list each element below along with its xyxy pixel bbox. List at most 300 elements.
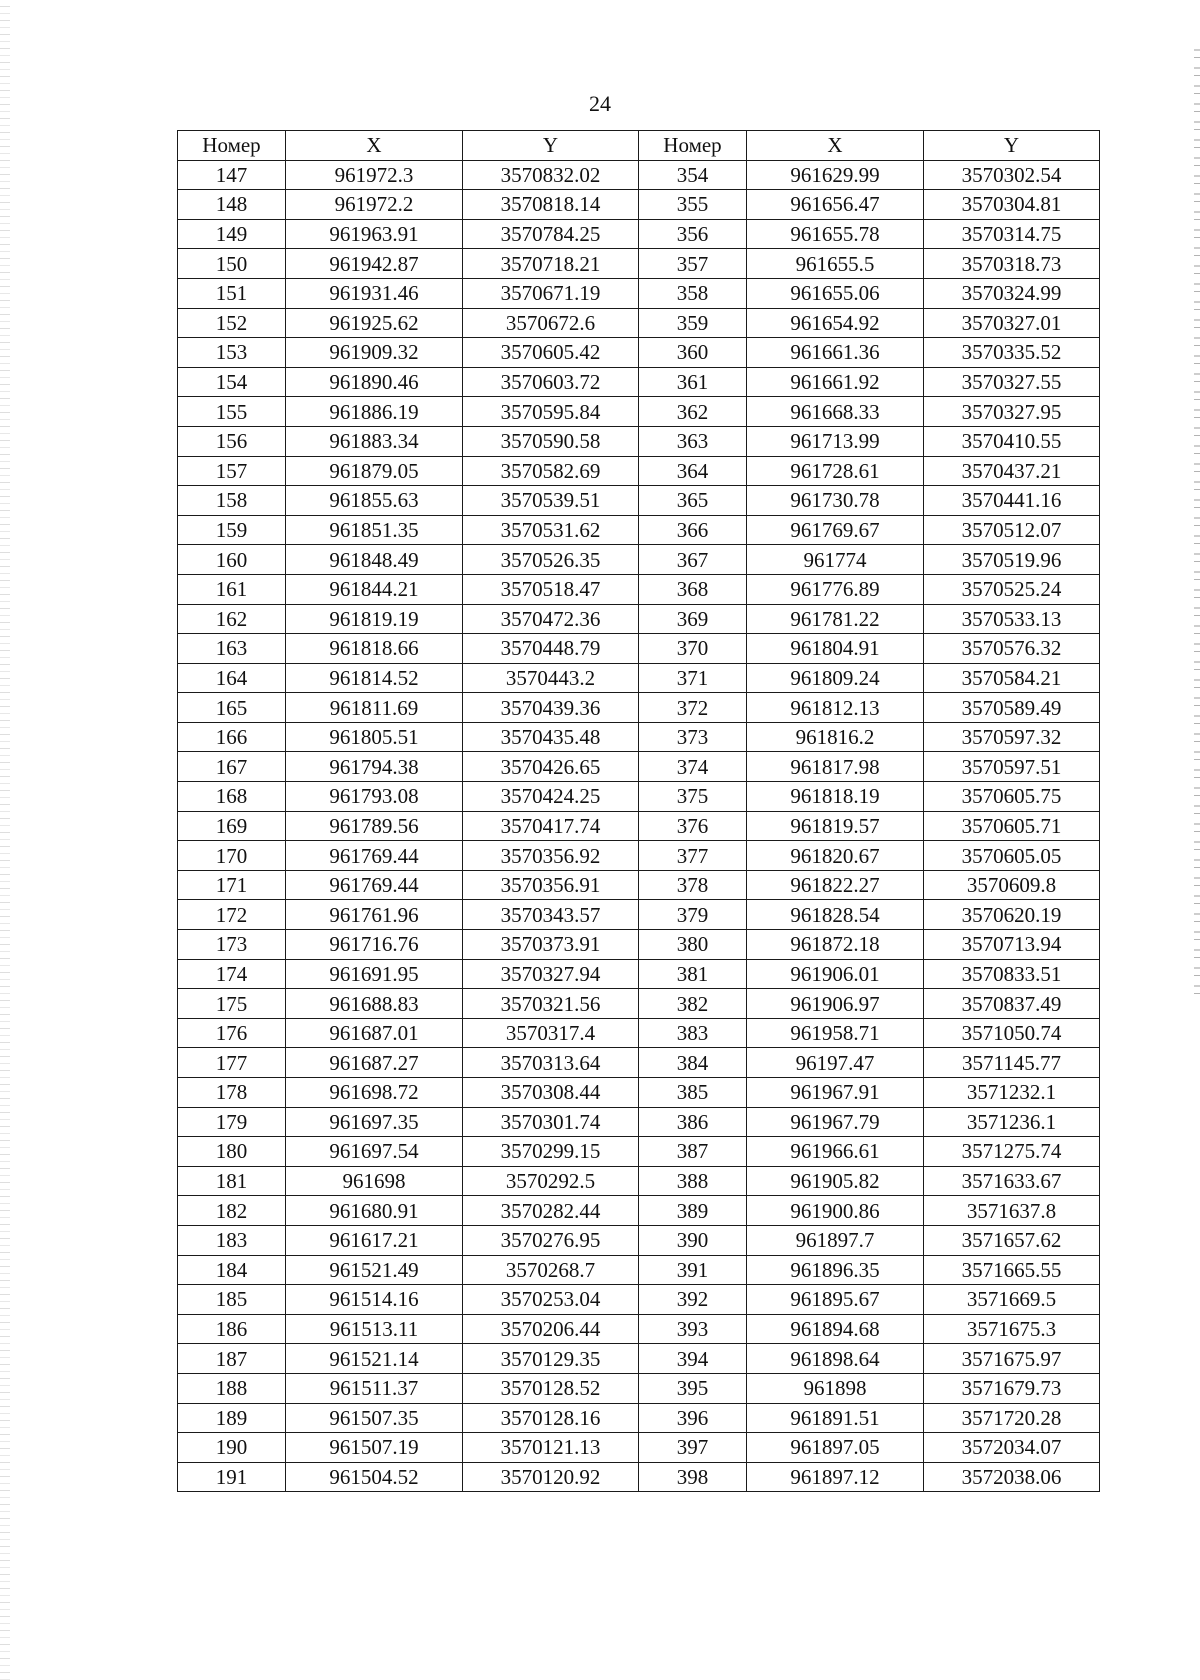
table-row	[178, 989, 1100, 1019]
cell-number: 161	[178, 574, 286, 604]
cell-y: 3570531.62	[463, 515, 639, 545]
cell-number: 149	[178, 219, 286, 249]
cell-y: 3570526.35	[463, 545, 639, 575]
cell-x: 961513.11	[286, 1314, 463, 1344]
table-row	[178, 1255, 1100, 1285]
cell-number: 171	[178, 870, 286, 900]
cell-x: 961521.14	[286, 1344, 463, 1374]
cell-x: 961812.13	[747, 693, 924, 723]
cell-x: 961511.37	[286, 1373, 463, 1403]
cell-x: 961851.35	[286, 515, 463, 545]
cell-y: 3571720.28	[924, 1403, 1100, 1433]
cell-y: 3572038.06	[924, 1462, 1100, 1492]
cell-y: 3570268.7	[463, 1255, 639, 1285]
table-row	[178, 397, 1100, 427]
cell-x: 961925.62	[286, 308, 463, 338]
cell-x: 961967.91	[747, 1078, 924, 1108]
cell-x: 961687.27	[286, 1048, 463, 1078]
cell-y: 3572034.07	[924, 1433, 1100, 1463]
cell-y: 3570718.21	[463, 249, 639, 279]
cell-y: 3570327.94	[463, 959, 639, 989]
cell-number: 387	[639, 1137, 747, 1167]
table-row	[178, 160, 1100, 190]
cell-y: 3570292.5	[463, 1166, 639, 1196]
cell-y: 3570356.92	[463, 841, 639, 871]
cell-number: 176	[178, 1018, 286, 1048]
cell-y: 3570282.44	[463, 1196, 639, 1226]
header-x-left: X	[286, 131, 463, 161]
cell-number: 187	[178, 1344, 286, 1374]
cell-x: 961769.67	[747, 515, 924, 545]
table-row	[178, 574, 1100, 604]
cell-x: 961872.18	[747, 930, 924, 960]
cell-y: 3570539.51	[463, 486, 639, 516]
cell-number: 186	[178, 1314, 286, 1344]
cell-y: 3570784.25	[463, 219, 639, 249]
cell-x: 961819.57	[747, 811, 924, 841]
cell-number: 172	[178, 900, 286, 930]
cell-number: 385	[639, 1078, 747, 1108]
table-row	[178, 1048, 1100, 1078]
cell-y: 3570671.19	[463, 278, 639, 308]
cell-x: 961793.08	[286, 782, 463, 812]
cell-number: 374	[639, 752, 747, 782]
cell-x: 961730.78	[747, 486, 924, 516]
table-row	[178, 515, 1100, 545]
cell-number: 396	[639, 1403, 747, 1433]
cell-y: 3570206.44	[463, 1314, 639, 1344]
cell-x: 961820.67	[747, 841, 924, 871]
table-row	[178, 1196, 1100, 1226]
table-row	[178, 278, 1100, 308]
cell-y: 3571669.5	[924, 1285, 1100, 1315]
cell-number: 183	[178, 1225, 286, 1255]
cell-y: 3570410.55	[924, 426, 1100, 456]
cell-number: 175	[178, 989, 286, 1019]
table-row	[178, 782, 1100, 812]
cell-x: 961668.33	[747, 397, 924, 427]
cell-y: 3570595.84	[463, 397, 639, 427]
cell-x: 961728.61	[747, 456, 924, 486]
cell-y: 3570590.58	[463, 426, 639, 456]
cell-x: 961507.35	[286, 1403, 463, 1433]
cell-number: 148	[178, 190, 286, 220]
cell-number: 170	[178, 841, 286, 871]
cell-number: 162	[178, 604, 286, 634]
cell-x: 961897.05	[747, 1433, 924, 1463]
cell-y: 3570620.19	[924, 900, 1100, 930]
table-row	[178, 1285, 1100, 1315]
cell-y: 3570373.91	[463, 930, 639, 960]
cell-y: 3570129.35	[463, 1344, 639, 1374]
table-row	[178, 1373, 1100, 1403]
cell-x: 961816.2	[747, 722, 924, 752]
cell-x: 961809.24	[747, 663, 924, 693]
cell-number: 168	[178, 782, 286, 812]
cell-y: 3570128.52	[463, 1373, 639, 1403]
table-row	[178, 1344, 1100, 1374]
cell-x: 961688.83	[286, 989, 463, 1019]
table-row	[178, 426, 1100, 456]
cell-x: 961822.27	[747, 870, 924, 900]
cell-x: 961691.95	[286, 959, 463, 989]
cell-x: 961890.46	[286, 367, 463, 397]
cell-number: 151	[178, 278, 286, 308]
cell-y: 3570525.24	[924, 574, 1100, 604]
cell-number: 393	[639, 1314, 747, 1344]
cell-y: 3570435.48	[463, 722, 639, 752]
cell-number: 371	[639, 663, 747, 693]
cell-y: 3570609.8	[924, 870, 1100, 900]
cell-number: 379	[639, 900, 747, 930]
header-x-right: X	[747, 131, 924, 161]
cell-number: 155	[178, 397, 286, 427]
cell-x: 961814.52	[286, 663, 463, 693]
cell-x: 961656.47	[747, 190, 924, 220]
cell-y: 3570299.15	[463, 1137, 639, 1167]
cell-x: 961617.21	[286, 1225, 463, 1255]
cell-y: 3570253.04	[463, 1285, 639, 1315]
cell-x: 961894.68	[747, 1314, 924, 1344]
cell-x: 961697.54	[286, 1137, 463, 1167]
cell-number: 158	[178, 486, 286, 516]
cell-number: 358	[639, 278, 747, 308]
cell-number: 376	[639, 811, 747, 841]
cell-number: 154	[178, 367, 286, 397]
cell-number: 366	[639, 515, 747, 545]
table-row	[178, 900, 1100, 930]
cell-y: 3570327.01	[924, 308, 1100, 338]
scan-edge-left	[0, 0, 10, 1680]
cell-y: 3570605.75	[924, 782, 1100, 812]
cell-x: 961774	[747, 545, 924, 575]
cell-x: 961942.87	[286, 249, 463, 279]
header-y-right: Y	[924, 131, 1100, 161]
table-row	[178, 1078, 1100, 1108]
cell-x: 961898.64	[747, 1344, 924, 1374]
table-row	[178, 545, 1100, 575]
cell-y: 3571275.74	[924, 1137, 1100, 1167]
cell-x: 961900.86	[747, 1196, 924, 1226]
cell-y: 3570818.14	[463, 190, 639, 220]
cell-y: 3570317.4	[463, 1018, 639, 1048]
cell-number: 147	[178, 160, 286, 190]
cell-y: 3570304.81	[924, 190, 1100, 220]
cell-y: 3570343.57	[463, 900, 639, 930]
cell-number: 159	[178, 515, 286, 545]
table-row	[178, 959, 1100, 989]
cell-number: 188	[178, 1373, 286, 1403]
cell-x: 961761.96	[286, 900, 463, 930]
table-row	[178, 634, 1100, 664]
cell-y: 3571050.74	[924, 1018, 1100, 1048]
table-row	[178, 249, 1100, 279]
cell-y: 3570441.16	[924, 486, 1100, 516]
cell-number: 163	[178, 634, 286, 664]
cell-number: 381	[639, 959, 747, 989]
cell-number: 370	[639, 634, 747, 664]
cell-x: 961967.79	[747, 1107, 924, 1137]
cell-x: 961897.7	[747, 1225, 924, 1255]
cell-y: 3570837.49	[924, 989, 1100, 1019]
cell-y: 3570276.95	[463, 1225, 639, 1255]
cell-number: 365	[639, 486, 747, 516]
table-body	[178, 160, 1100, 1492]
cell-x: 961769.44	[286, 841, 463, 871]
cell-y: 3570318.73	[924, 249, 1100, 279]
cell-number: 179	[178, 1107, 286, 1137]
cell-x: 961963.91	[286, 219, 463, 249]
cell-x: 961654.92	[747, 308, 924, 338]
cell-x: 961906.01	[747, 959, 924, 989]
cell-y: 3570603.72	[463, 367, 639, 397]
cell-x: 961661.92	[747, 367, 924, 397]
cell-x: 961776.89	[747, 574, 924, 604]
page-number: 24	[589, 91, 611, 116]
cell-x: 961966.61	[747, 1137, 924, 1167]
cell-y: 3571665.55	[924, 1255, 1100, 1285]
header-number-left: Номер	[178, 131, 286, 161]
cell-y: 3570597.32	[924, 722, 1100, 752]
cell-y: 3570128.16	[463, 1403, 639, 1433]
cell-x: 961817.98	[747, 752, 924, 782]
cell-x: 961886.19	[286, 397, 463, 427]
cell-number: 167	[178, 752, 286, 782]
cell-x: 961818.66	[286, 634, 463, 664]
cell-x: 961655.5	[747, 249, 924, 279]
cell-number: 166	[178, 722, 286, 752]
cell-y: 3571633.67	[924, 1166, 1100, 1196]
cell-number: 394	[639, 1344, 747, 1374]
table-row	[178, 604, 1100, 634]
cell-x: 961811.69	[286, 693, 463, 723]
cell-x: 961909.32	[286, 338, 463, 368]
cell-number: 361	[639, 367, 747, 397]
cell-x: 961906.97	[747, 989, 924, 1019]
cell-x: 961655.06	[747, 278, 924, 308]
cell-x: 961828.54	[747, 900, 924, 930]
cell-x: 961805.51	[286, 722, 463, 752]
cell-x: 961769.44	[286, 870, 463, 900]
cell-y: 3571637.8	[924, 1196, 1100, 1226]
cell-y: 3571232.1	[924, 1078, 1100, 1108]
cell-number: 368	[639, 574, 747, 604]
table-row	[178, 1314, 1100, 1344]
cell-number: 160	[178, 545, 286, 575]
cell-y: 3570519.96	[924, 545, 1100, 575]
cell-y: 3570356.91	[463, 870, 639, 900]
cell-x: 961895.67	[747, 1285, 924, 1315]
cell-y: 3570424.25	[463, 782, 639, 812]
cell-x: 961879.05	[286, 456, 463, 486]
cell-number: 391	[639, 1255, 747, 1285]
table-row	[178, 219, 1100, 249]
table-row	[178, 190, 1100, 220]
cell-x: 961521.49	[286, 1255, 463, 1285]
cell-number: 152	[178, 308, 286, 338]
cell-number: 354	[639, 160, 747, 190]
cell-y: 3570472.36	[463, 604, 639, 634]
cell-number: 164	[178, 663, 286, 693]
cell-number: 150	[178, 249, 286, 279]
cell-number: 363	[639, 426, 747, 456]
cell-y: 3571675.97	[924, 1344, 1100, 1374]
cell-number: 386	[639, 1107, 747, 1137]
cell-x: 961844.21	[286, 574, 463, 604]
cell-y: 3570313.64	[463, 1048, 639, 1078]
cell-x: 961896.35	[747, 1255, 924, 1285]
table-row	[178, 811, 1100, 841]
cell-number: 182	[178, 1196, 286, 1226]
header-number-right: Номер	[639, 131, 747, 161]
cell-x: 961687.01	[286, 1018, 463, 1048]
cell-x: 961507.19	[286, 1433, 463, 1463]
cell-number: 359	[639, 308, 747, 338]
table-row	[178, 752, 1100, 782]
cell-x: 96197.47	[747, 1048, 924, 1078]
cell-x: 961655.78	[747, 219, 924, 249]
table-row	[178, 456, 1100, 486]
cell-y: 3570327.55	[924, 367, 1100, 397]
cell-y: 3570324.99	[924, 278, 1100, 308]
cell-number: 357	[639, 249, 747, 279]
table-row	[178, 1018, 1100, 1048]
cell-y: 3570597.51	[924, 752, 1100, 782]
cell-y: 3570518.47	[463, 574, 639, 604]
cell-number: 383	[639, 1018, 747, 1048]
cell-number: 180	[178, 1137, 286, 1167]
scan-edge-right	[1194, 40, 1200, 1000]
cell-number: 190	[178, 1433, 286, 1463]
cell-number: 378	[639, 870, 747, 900]
cell-y: 3570417.74	[463, 811, 639, 841]
cell-x: 961716.76	[286, 930, 463, 960]
cell-number: 389	[639, 1196, 747, 1226]
cell-number: 388	[639, 1166, 747, 1196]
table-row	[178, 841, 1100, 871]
cell-y: 3570335.52	[924, 338, 1100, 368]
cell-x: 961891.51	[747, 1403, 924, 1433]
table-row	[178, 722, 1100, 752]
cell-x: 961680.91	[286, 1196, 463, 1226]
table-row	[178, 1462, 1100, 1492]
cell-y: 3570302.54	[924, 160, 1100, 190]
cell-y: 3570314.75	[924, 219, 1100, 249]
cell-number: 372	[639, 693, 747, 723]
cell-x: 961972.2	[286, 190, 463, 220]
cell-number: 178	[178, 1078, 286, 1108]
cell-y: 3570121.13	[463, 1433, 639, 1463]
cell-number: 157	[178, 456, 286, 486]
cell-number: 189	[178, 1403, 286, 1433]
cell-y: 3570832.02	[463, 160, 639, 190]
cell-y: 3571657.62	[924, 1225, 1100, 1255]
cell-x: 961848.49	[286, 545, 463, 575]
cell-number: 174	[178, 959, 286, 989]
cell-number: 177	[178, 1048, 286, 1078]
cell-y: 3570321.56	[463, 989, 639, 1019]
table-row	[178, 1403, 1100, 1433]
cell-x: 961897.12	[747, 1462, 924, 1492]
cell-y: 3570605.71	[924, 811, 1100, 841]
table-row	[178, 1107, 1100, 1137]
cell-x: 961818.19	[747, 782, 924, 812]
cell-number: 392	[639, 1285, 747, 1315]
cell-number: 181	[178, 1166, 286, 1196]
table-row	[178, 486, 1100, 516]
cell-number: 153	[178, 338, 286, 368]
table-header-row	[178, 131, 1100, 161]
cell-y: 3570713.94	[924, 930, 1100, 960]
cell-x: 961794.38	[286, 752, 463, 782]
cell-y: 3570439.36	[463, 693, 639, 723]
cell-number: 395	[639, 1373, 747, 1403]
cell-x: 961781.22	[747, 604, 924, 634]
table-row	[178, 1225, 1100, 1255]
table-row	[178, 1137, 1100, 1167]
cell-x: 961698.72	[286, 1078, 463, 1108]
cell-y: 3570533.13	[924, 604, 1100, 634]
cell-number: 355	[639, 190, 747, 220]
cell-x: 961698	[286, 1166, 463, 1196]
cell-number: 156	[178, 426, 286, 456]
cell-number: 184	[178, 1255, 286, 1285]
cell-y: 3570582.69	[463, 456, 639, 486]
table-row	[178, 1166, 1100, 1196]
cell-y: 3570308.44	[463, 1078, 639, 1108]
coordinates-table	[177, 130, 1100, 1492]
cell-y: 3570512.07	[924, 515, 1100, 545]
cell-number: 367	[639, 545, 747, 575]
cell-number: 364	[639, 456, 747, 486]
cell-number: 362	[639, 397, 747, 427]
table-row	[178, 338, 1100, 368]
cell-x: 961514.16	[286, 1285, 463, 1315]
cell-x: 961804.91	[747, 634, 924, 664]
cell-number: 191	[178, 1462, 286, 1492]
cell-number: 397	[639, 1433, 747, 1463]
cell-y: 3570327.95	[924, 397, 1100, 427]
cell-x: 961789.56	[286, 811, 463, 841]
cell-x: 961504.52	[286, 1462, 463, 1492]
header-y-left: Y	[463, 131, 639, 161]
table-row	[178, 308, 1100, 338]
cell-number: 165	[178, 693, 286, 723]
cell-y: 3571675.3	[924, 1314, 1100, 1344]
cell-number: 169	[178, 811, 286, 841]
table-row	[178, 367, 1100, 397]
cell-x: 961905.82	[747, 1166, 924, 1196]
cell-y: 3570576.32	[924, 634, 1100, 664]
cell-x: 961883.34	[286, 426, 463, 456]
table-row	[178, 1433, 1100, 1463]
cell-number: 375	[639, 782, 747, 812]
cell-y: 3571236.1	[924, 1107, 1100, 1137]
cell-y: 3570448.79	[463, 634, 639, 664]
cell-y: 3571145.77	[924, 1048, 1100, 1078]
cell-y: 3570443.2	[463, 663, 639, 693]
cell-number: 380	[639, 930, 747, 960]
cell-y: 3570605.05	[924, 841, 1100, 871]
cell-y: 3570584.21	[924, 663, 1100, 693]
cell-number: 369	[639, 604, 747, 634]
cell-number: 398	[639, 1462, 747, 1492]
cell-number: 384	[639, 1048, 747, 1078]
cell-x: 961972.3	[286, 160, 463, 190]
table-row	[178, 693, 1100, 723]
cell-x: 961661.36	[747, 338, 924, 368]
cell-y: 3571679.73	[924, 1373, 1100, 1403]
